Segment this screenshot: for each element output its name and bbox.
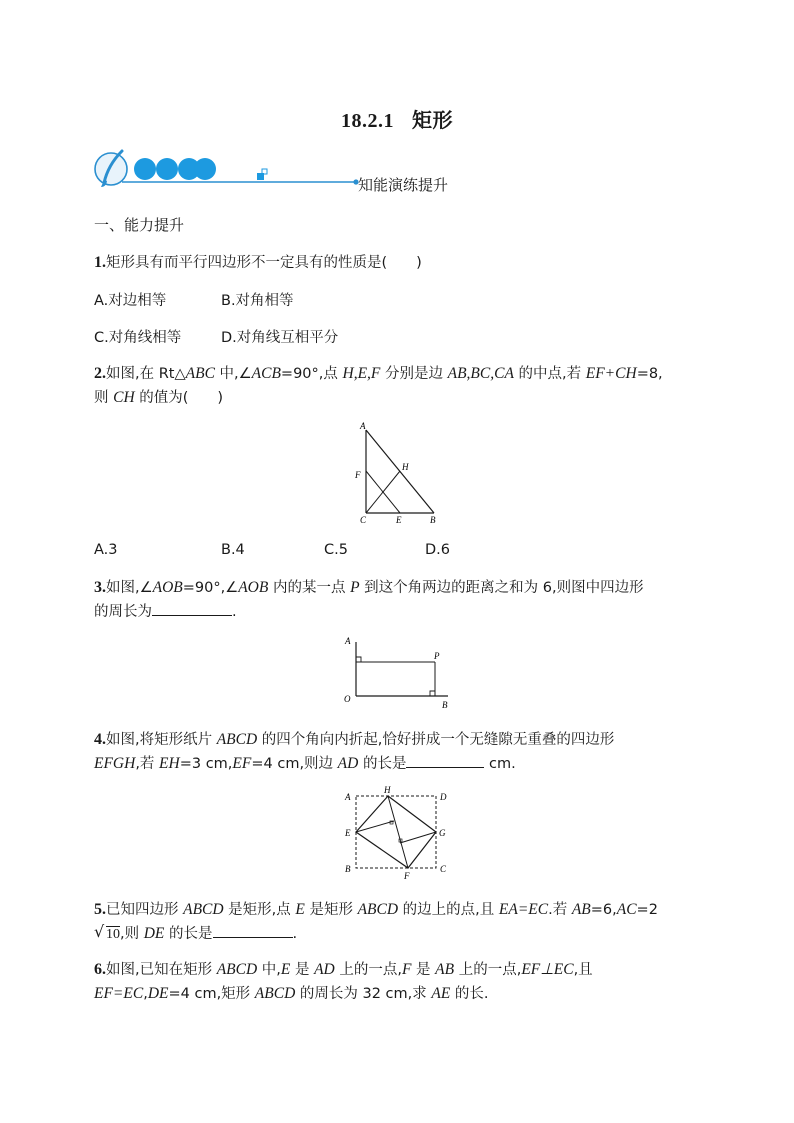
question-number: 1. xyxy=(94,254,106,271)
label-o: O xyxy=(344,694,351,704)
radicand: 10 xyxy=(106,927,120,942)
q2-option-b: B.4 xyxy=(221,542,245,558)
math: EA=EC xyxy=(498,901,549,918)
text: 如图,∠ xyxy=(106,580,153,596)
label-a: A xyxy=(360,421,366,431)
text: 如图,在 Rt△ xyxy=(106,366,186,382)
rectangle-abcd xyxy=(356,796,436,868)
text: 如图,将矩形纸片 xyxy=(106,732,217,748)
label-p: P xyxy=(434,651,440,661)
label-b: B xyxy=(345,864,351,874)
brush-icon-circle xyxy=(95,153,127,185)
label-e: E xyxy=(396,515,402,525)
fold-line-g xyxy=(400,832,436,843)
text: =4 cm,矩形 xyxy=(168,986,255,1002)
text: 的周长为 xyxy=(94,604,152,620)
label-c: C xyxy=(360,515,367,525)
q5-answer-blank[interactable] xyxy=(213,923,293,938)
math: P xyxy=(350,579,360,596)
banner-label: 知能演练提升 xyxy=(358,176,449,194)
section-title: 矩形 xyxy=(412,108,453,132)
text: =4 cm,则边 xyxy=(251,756,338,772)
math: AD xyxy=(314,961,335,978)
q3-answer-blank[interactable] xyxy=(152,601,232,616)
math: EF=EC xyxy=(94,985,144,1002)
label-d: D xyxy=(440,792,447,802)
right-angle-mark xyxy=(430,691,435,696)
banner-dot-1 xyxy=(134,158,156,180)
math: ABCD xyxy=(216,731,258,748)
text: 的周长为 32 cm,求 xyxy=(295,986,432,1002)
text: ,若 xyxy=(135,756,160,772)
q2-option-c: C.5 xyxy=(324,542,348,558)
math: E xyxy=(295,901,305,918)
text: 的边上的点,且 xyxy=(398,902,499,918)
text: =8, xyxy=(636,366,663,382)
text: 已知四边形 xyxy=(106,902,184,918)
text: 到这个角两边的距离之和为 6,则图中四边形 xyxy=(359,580,644,596)
question-number: 4. xyxy=(94,731,106,748)
radical-sign-icon: √ xyxy=(94,922,105,941)
label-h: H xyxy=(402,462,409,472)
text: ,且 xyxy=(573,962,593,978)
question-number: 6. xyxy=(94,961,106,978)
math: EH xyxy=(159,755,180,772)
math: H,E,F xyxy=(342,365,381,382)
text: .若 xyxy=(548,902,572,918)
text: 的长是 xyxy=(164,926,213,942)
section-number: 18.2.1 xyxy=(341,110,394,132)
page-title xyxy=(0,104,794,133)
label-f: F xyxy=(404,871,410,881)
text: . xyxy=(232,604,237,620)
square-root xyxy=(94,922,120,946)
label-a: A xyxy=(345,636,351,646)
text: cm. xyxy=(484,756,516,772)
math: EFGH xyxy=(94,755,136,772)
text: 内的某一点 xyxy=(268,580,351,596)
math: AB,BC,CA xyxy=(447,365,514,382)
question-text: 矩形具有而平行四边形不一定具有的性质是( ) xyxy=(106,255,422,271)
text: =90°,∠ xyxy=(182,580,239,596)
math: AB xyxy=(571,901,591,918)
math: ACB xyxy=(251,365,281,382)
text: 是 xyxy=(411,962,436,978)
math: ABCD xyxy=(357,901,399,918)
question-1 xyxy=(94,251,704,275)
label-h: H xyxy=(384,786,391,795)
question-4 xyxy=(94,728,704,776)
text: =3 cm, xyxy=(179,756,233,772)
math: AOB xyxy=(152,579,183,596)
question-number: 5. xyxy=(94,901,106,918)
q1-option-c: C.对角线相等 xyxy=(94,330,182,346)
question-6 xyxy=(94,958,704,1006)
math: DE xyxy=(147,985,169,1002)
label-g: G xyxy=(439,828,446,838)
math: AE xyxy=(431,985,451,1002)
text: 的四个角向内折起,恰好拼成一个无缝隙无重叠的四边形 xyxy=(257,732,615,748)
question-5 xyxy=(94,898,704,946)
text: , xyxy=(143,986,148,1002)
math: EF⊥EC xyxy=(521,961,574,978)
math: EF xyxy=(232,755,252,772)
math: AC xyxy=(616,901,637,918)
q3-rectangle-figure xyxy=(340,632,460,712)
q2-option-d: D.6 xyxy=(425,542,450,558)
label-b: B xyxy=(442,700,448,710)
math: ABC xyxy=(185,365,215,382)
text: =2 xyxy=(636,902,658,918)
text: . xyxy=(292,926,298,942)
question-number: 2. xyxy=(94,365,106,382)
label-e: E xyxy=(345,828,351,838)
q2-triangle-figure xyxy=(348,418,448,530)
q2-option-a: A.3 xyxy=(94,542,118,558)
quadrilateral-efgh xyxy=(356,796,436,868)
math: AB xyxy=(435,961,455,978)
math: AOB xyxy=(238,579,269,596)
text: 中,∠ xyxy=(214,366,252,382)
label-a: A xyxy=(345,792,351,802)
section-heading: 一、能力提升 xyxy=(94,216,185,234)
q1-option-b: B.对角相等 xyxy=(221,293,294,309)
text: 的长. xyxy=(450,986,489,1002)
banner-dot-4 xyxy=(194,158,216,180)
text: 上的一点, xyxy=(334,962,402,978)
question-2 xyxy=(94,362,704,410)
label-b: B xyxy=(430,515,436,525)
fold-line-e xyxy=(356,821,394,832)
text: =6, xyxy=(590,902,617,918)
text: 的中点,若 xyxy=(513,366,586,382)
banner-graphic xyxy=(92,147,512,197)
math: F xyxy=(401,961,412,978)
math: DE xyxy=(143,925,165,942)
text: ,则 xyxy=(120,926,144,942)
text: =90°,点 xyxy=(280,366,343,382)
text: 如图,已知在矩形 xyxy=(106,962,217,978)
text: 是矩形 xyxy=(304,902,358,918)
banner-dot-2 xyxy=(156,158,178,180)
question-number: 3. xyxy=(94,579,106,596)
q4-answer-blank[interactable] xyxy=(406,753,484,768)
math: ABCD xyxy=(183,901,224,918)
math: E xyxy=(280,961,291,978)
math: EF+CH xyxy=(585,365,637,382)
q4-folded-rectangle-figure xyxy=(340,786,460,882)
text: 上的一点, xyxy=(454,962,522,978)
q1-option-a: A.对边相等 xyxy=(94,293,167,309)
label-c: C xyxy=(440,864,447,874)
math: AD xyxy=(337,755,359,772)
q1-option-d: D.对角线互相平分 xyxy=(221,330,339,346)
text: 的长是 xyxy=(358,756,407,772)
right-angle-mark xyxy=(356,657,361,662)
text: 中, xyxy=(257,962,281,978)
text: 分别是边 xyxy=(380,366,448,382)
diagonal-hf xyxy=(388,796,408,868)
label-f: F xyxy=(355,470,361,480)
text: 则 xyxy=(94,390,114,406)
math: CH xyxy=(113,389,135,406)
text: 是 xyxy=(290,962,315,978)
text: 的值为( ) xyxy=(134,390,224,406)
text: 是矩形,点 xyxy=(223,902,296,918)
math: ABCD xyxy=(254,985,296,1002)
question-3 xyxy=(94,576,704,624)
math: ABCD xyxy=(216,961,258,978)
